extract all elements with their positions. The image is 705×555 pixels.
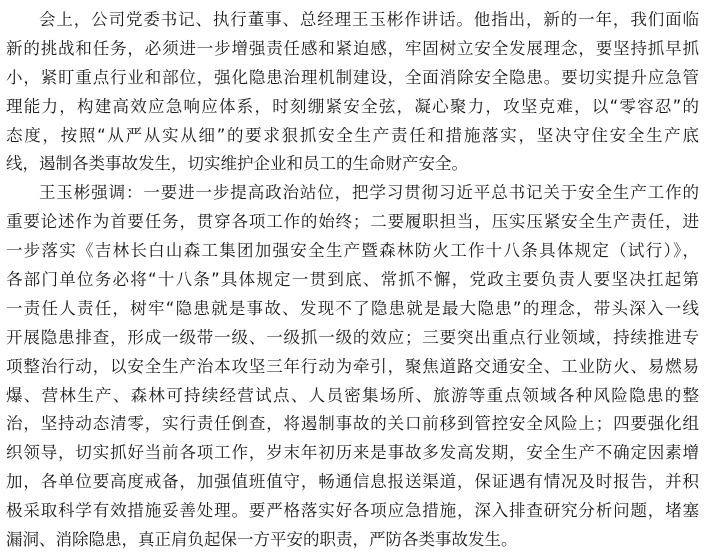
paragraph-line: 态度，按照“从严从实从细”的要求狠抓安全生产责任和措施落实，坚决守住安全生产底 xyxy=(6,125,699,145)
paragraph-line: 小，紧盯重点行业和部位，强化隐患治理机制建设，全面消除安全隐患。要切实提升应急管 xyxy=(6,67,699,87)
paragraph-line: 一步落实《吉林长白山森工集团加强安全生产暨森林防火工作十八条具体规定（试行）》， xyxy=(6,241,699,261)
paragraph-line: 会上，公司党委书记、执行董事、总经理王玉彬作讲话。他指出，新的一年，我们面临 xyxy=(39,10,699,29)
paragraph-line: 开展隐患排查，形成一级带一级、一级抓一级的效应；三要突出重点行业领域，持续推进专 xyxy=(6,327,699,347)
paragraph-line: 爆、营林生产、森林可持续经营试点、人员密集场所、旅游等重点领域各种风险隐患的整 xyxy=(6,385,699,405)
paragraph-line: 线，遏制各类事故发生，切实维护企业和员工的生命财产安全。 xyxy=(6,154,468,174)
paragraph-line: 极采取科学有效措施妥善处理。要严格落实好各项应急措施，深入排查研究分析问题，堵塞 xyxy=(6,501,699,521)
paragraph-line: 治，坚持动态清零，实行责任倒查，将遏制事故的关口前移到管控安全风险上；四要强化组 xyxy=(6,414,699,434)
paragraph-line: 织领导，切实抓好当前各项工作，岁末年初历来是事故多发高发期，安全生产不确定因素增 xyxy=(6,443,699,463)
paragraph-line: 新的挑战和任务，必须进一步增强责任感和紧迫感，牢固树立安全发展理念，要坚持抓早抓 xyxy=(6,38,699,58)
paragraph-line: 项整治行动，以安全生产治本攻坚三年行动为牵引，聚焦道路交通安全、工业防火、易燃易 xyxy=(6,356,699,376)
paragraph-line: 漏洞、消除隐患，真正肩负起保一方平安的职责，严防各类事故发生。 xyxy=(6,530,518,550)
article-body xyxy=(6,6,699,555)
paragraph-line: 王玉彬强调：一要进一步提高政治站位，把学习贯彻习近平总书记关于安全生产工作的 xyxy=(39,183,699,203)
paragraph-line: 理能力，构建高效应急响应体系，时刻绷紧安全弦，凝心聚力，攻坚克难，以“零容忍”的 xyxy=(6,96,699,116)
paragraph-line: 加，各单位要高度戒备，加强值班值守，畅通信息报送渠道，保证遇有情况及时报告，并积 xyxy=(6,472,699,492)
paragraph-line: 重要论述作为首要任务，贯穿各项工作的始终；二要履职担当，压实压紧安全生产责任，进 xyxy=(6,212,699,232)
paragraph-1 xyxy=(6,6,699,179)
paragraph-line: 各部门单位务必将“十八条”具体规定一贯到底、常抓不懈，党政主要负责人要坚决扛起第 xyxy=(6,270,699,290)
paragraph-line: 一责任人责任，树牢“隐患就是事故、发现不了隐患就是最大隐患”的理念，带头深入一线 xyxy=(6,298,699,318)
paragraph-2 xyxy=(6,179,699,555)
